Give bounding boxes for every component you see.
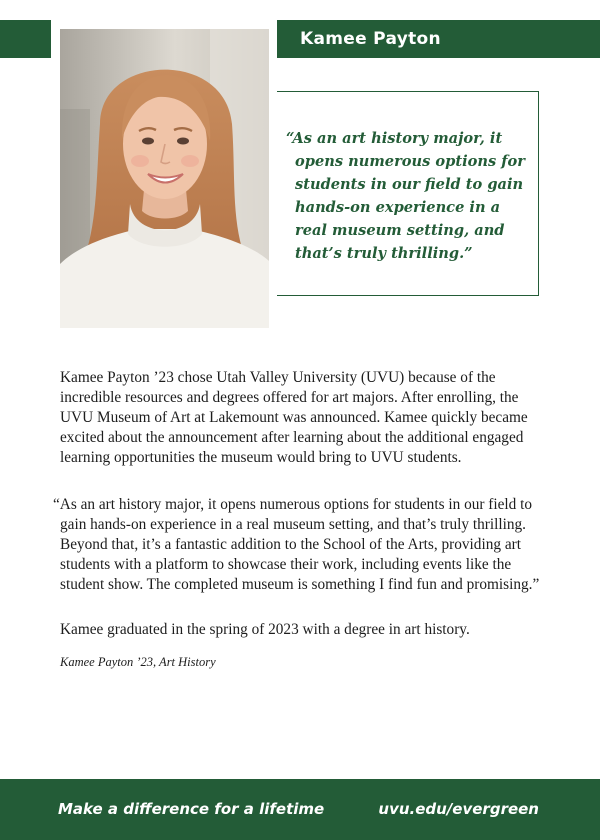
footer-tagline: Make a difference for a lifetime [58,800,325,818]
student-name-title: Kamee Payton [300,29,441,49]
body-paragraph-intro: Kamee Payton ’23 chose Utah Valley University (UVU) because of the incredible resources and degrees offered for art majors. After enrolling, the UVU Museum of Art at Lakemount was announced. Kamee quickly became excited about the announcement after learning about the additional engaged learning opportunities the museum would bring to UVU students. [60,369,528,466]
footer-url-link[interactable]: uvu.edu/evergreen [378,800,539,818]
article-body [53,368,550,672]
footer-band [0,779,600,840]
attribution: Kamee Payton ’23, Art History [60,655,216,669]
pull-quote: “As an art history major, it opens numerous options for students in our field to gain hands-on experience in a real museum setting, and that’s truly thrilling.” [286,130,525,262]
student-portrait-photo [60,29,269,328]
body-paragraph-graduation: Kamee graduated in the spring of 2023 with a degree in art history. [60,621,470,638]
body-paragraph-quote: “As an art history major, it opens numerous options for students in our field to gain hands-on experience in a real museum setting, and that’s truly thrilling. Beyond that, it’s a fantastic addition to the School of the Arts, providing art students with a platform to showcase their work, including events like the student show. The completed museum is something I find fun and promising.” [53,496,540,593]
